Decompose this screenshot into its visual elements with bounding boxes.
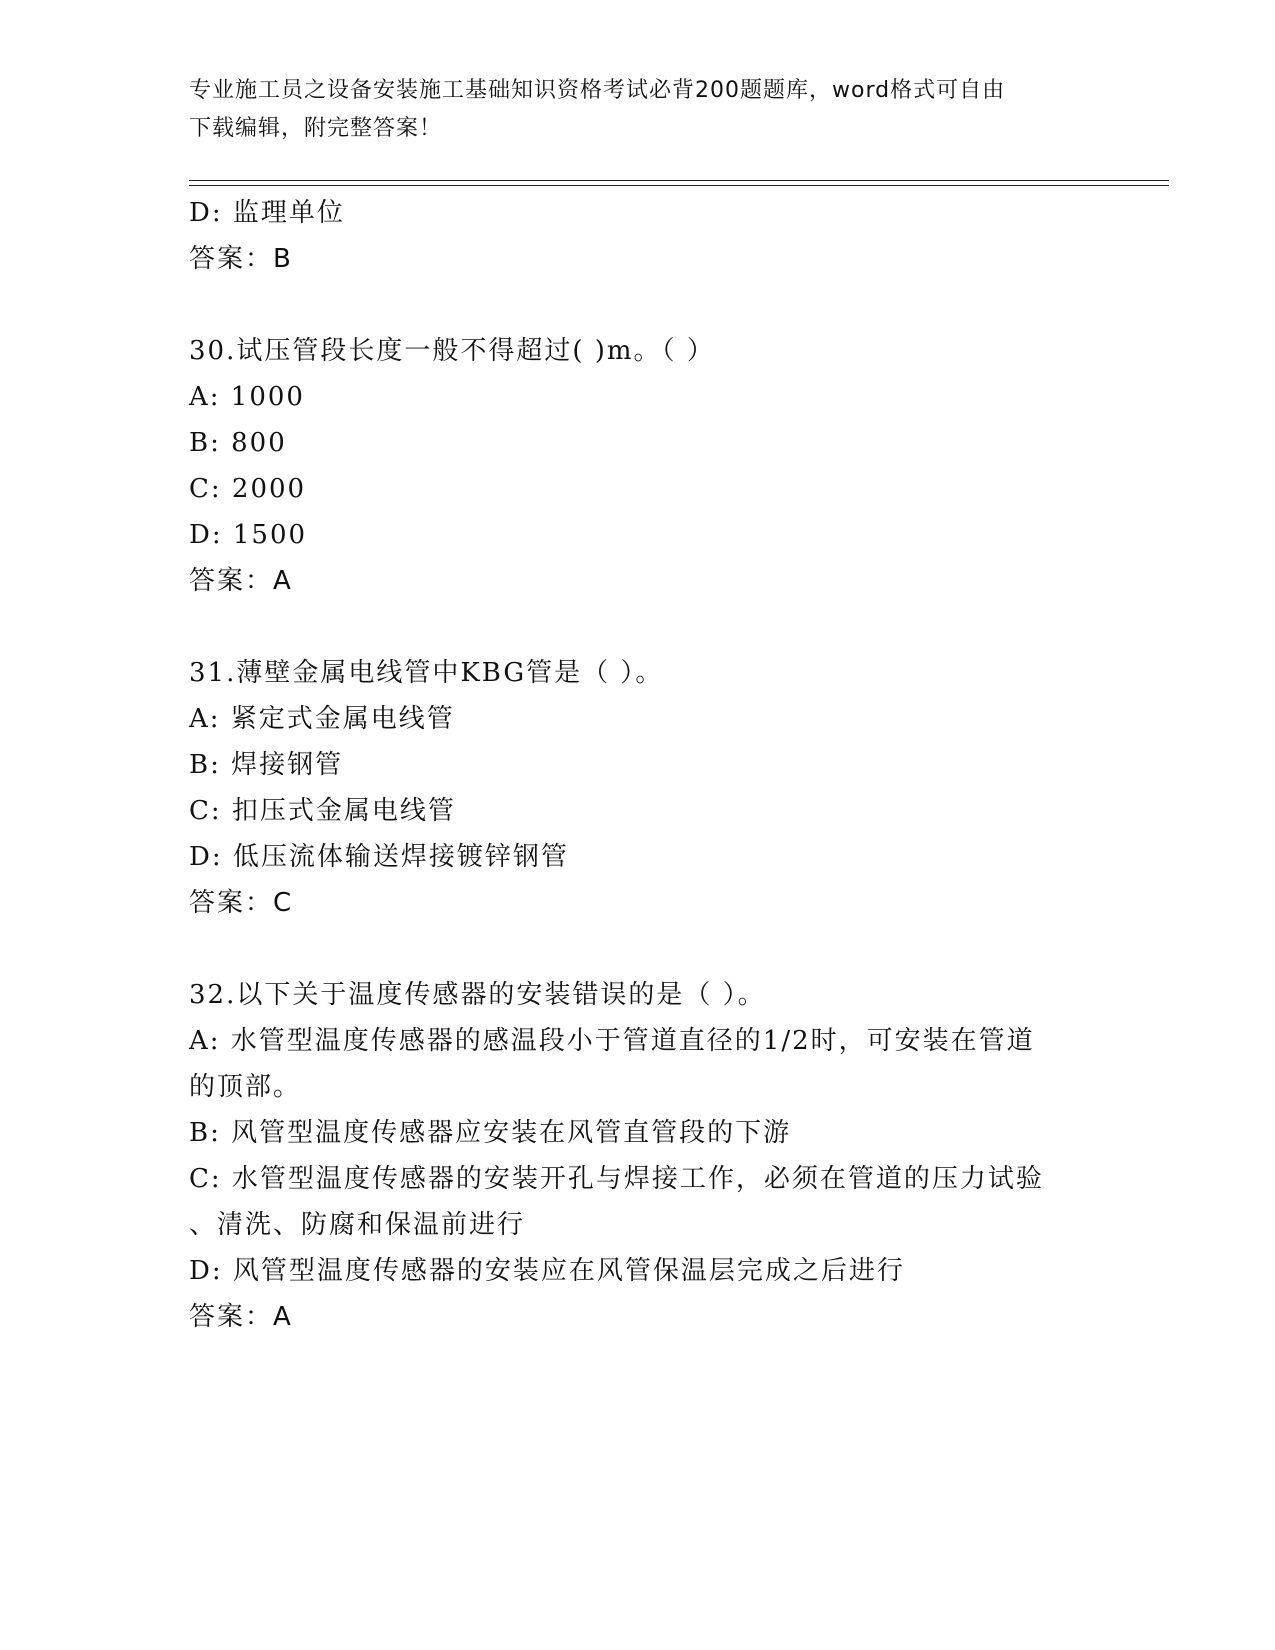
- option-c: C: 扣压式金属电线管: [189, 796, 456, 826]
- question-stem: 31.薄壁金属电线管中KBG管是（ ）。: [189, 658, 664, 688]
- question-30: [189, 328, 1089, 604]
- option-b: B: 800: [189, 428, 287, 458]
- spacer: [189, 282, 1089, 328]
- option-a-continued: 的顶部。: [189, 1072, 302, 1102]
- question-stem: 32.以下关于温度传感器的安装错误的是（ ）。: [189, 980, 766, 1010]
- spacer: [189, 926, 1089, 972]
- page-header: [189, 72, 1089, 148]
- option-c: C: 2000: [189, 474, 307, 504]
- answer-line: 答案：B: [189, 244, 293, 274]
- question-29-tail: [189, 190, 1089, 282]
- header-divider-bottom: [189, 185, 1169, 186]
- question-31: [189, 650, 1089, 926]
- option-a: A: 紧定式金属电线管: [189, 704, 455, 734]
- option-d: D: 监理单位: [189, 198, 345, 228]
- question-stem: 30.试压管段长度一般不得超过( )m。（ ）: [189, 336, 715, 366]
- answer-line: 答案：C: [189, 888, 294, 918]
- option-a: A: 水管型温度传感器的感温段小于管道直径的1/2时，可安装在管道: [189, 1026, 1035, 1056]
- option-c: C: 水管型温度传感器的安装开孔与焊接工作，必须在管道的压力试验: [189, 1164, 1044, 1194]
- header-line-2: 下载编辑，附完整答案！: [189, 116, 443, 141]
- question-32: [189, 972, 1089, 1340]
- option-a: A: 1000: [189, 382, 305, 412]
- spacer: [189, 604, 1089, 650]
- header-divider-top: [189, 180, 1169, 181]
- header-line-1: 专业施工员之设备安装施工基础知识资格考试必背200题题库，word格式可自由: [189, 78, 1006, 103]
- answer-line: 答案：A: [189, 1302, 293, 1332]
- option-b: B: 焊接钢管: [189, 750, 344, 780]
- option-b: B: 风管型温度传感器应安装在风管直管段的下游: [189, 1118, 792, 1148]
- option-d: D: 低压流体输送焊接镀锌钢管: [189, 842, 569, 872]
- question-content: [189, 190, 1089, 1340]
- answer-line: 答案：A: [189, 566, 293, 596]
- option-c-continued: 、清洗、防腐和保温前进行: [189, 1210, 526, 1240]
- option-d: D: 1500: [189, 520, 308, 550]
- option-d: D: 风管型温度传感器的安装应在风管保温层完成之后进行: [189, 1256, 905, 1286]
